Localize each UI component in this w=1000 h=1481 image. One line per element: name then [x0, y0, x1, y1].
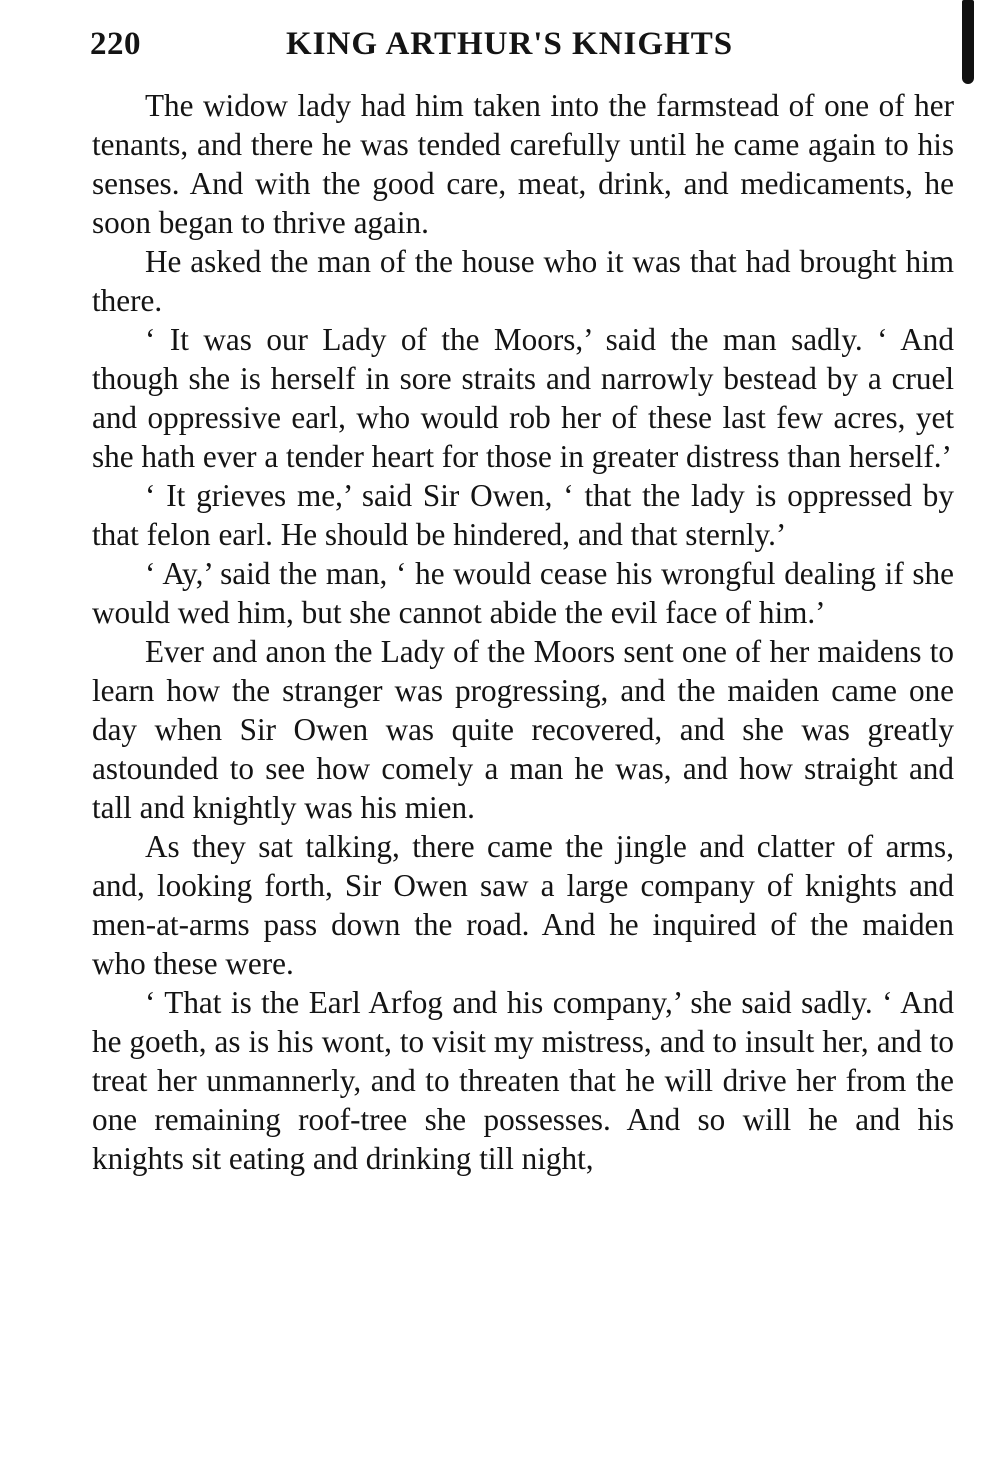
paragraph: The widow lady had him taken into the farmstead of one of her tenants, and there he was tended carefully until he came again to his senses. And with the good care, meat, drink, and medicaments, he soon began to thrive again. [92, 88, 954, 240]
body-text [92, 86, 954, 1178]
paragraph: Ever and anon the Lady of the Moors sent one of her maidens to learn how the stranger was progressing, and the maiden came one day when Sir Owen was quite recovered, and she was greatly astounded to see how comely a man he was, and how straight and tall and knightly was his mien. [92, 634, 954, 825]
paragraph: ‘ It grieves me,’ said Sir Owen, ‘ that the lady is oppressed by that felon earl. He should be hindered, and that sternly.’ [92, 478, 954, 552]
paragraph: ‘ Ay,’ said the man, ‘ he would cease his wrongful dealing if she would wed him, but she cannot abide the evil face of him.’ [92, 556, 954, 630]
running-head: KING ARTHUR'S KNIGHTS [286, 26, 734, 62]
page-number: 220 [90, 26, 141, 62]
paragraph: ‘ That is the Earl Arfog and his company,’ she said sadly. ‘ And he goeth, as is his wont, to visit my mistress, and to insult her, and to treat her unmannerly, and to threaten that he will drive her from the one remaining roof-tree she possesses. And so will he and his knights sit eating and drinking till night, [92, 985, 954, 1176]
page-edge-mark [962, 0, 974, 84]
paragraph: ‘ It was our Lady of the Moors,’ said the man sadly. ‘ And though she is herself in sore straits and narrowly bestead by a cruel and oppressive earl, who would rob her of these last few acres, yet she hath ever a tender heart for those in greater distress than herself.’ [92, 322, 954, 474]
paragraph: As they sat talking, there came the jingle and clatter of arms, and, looking forth, Sir Owen saw a large company of knights and men-at-arms pass down the road. And he inquired of the maiden who these were. [92, 829, 954, 981]
page-header [90, 24, 956, 70]
paragraph: He asked the man of the house who it was that had brought him there. [92, 244, 954, 318]
